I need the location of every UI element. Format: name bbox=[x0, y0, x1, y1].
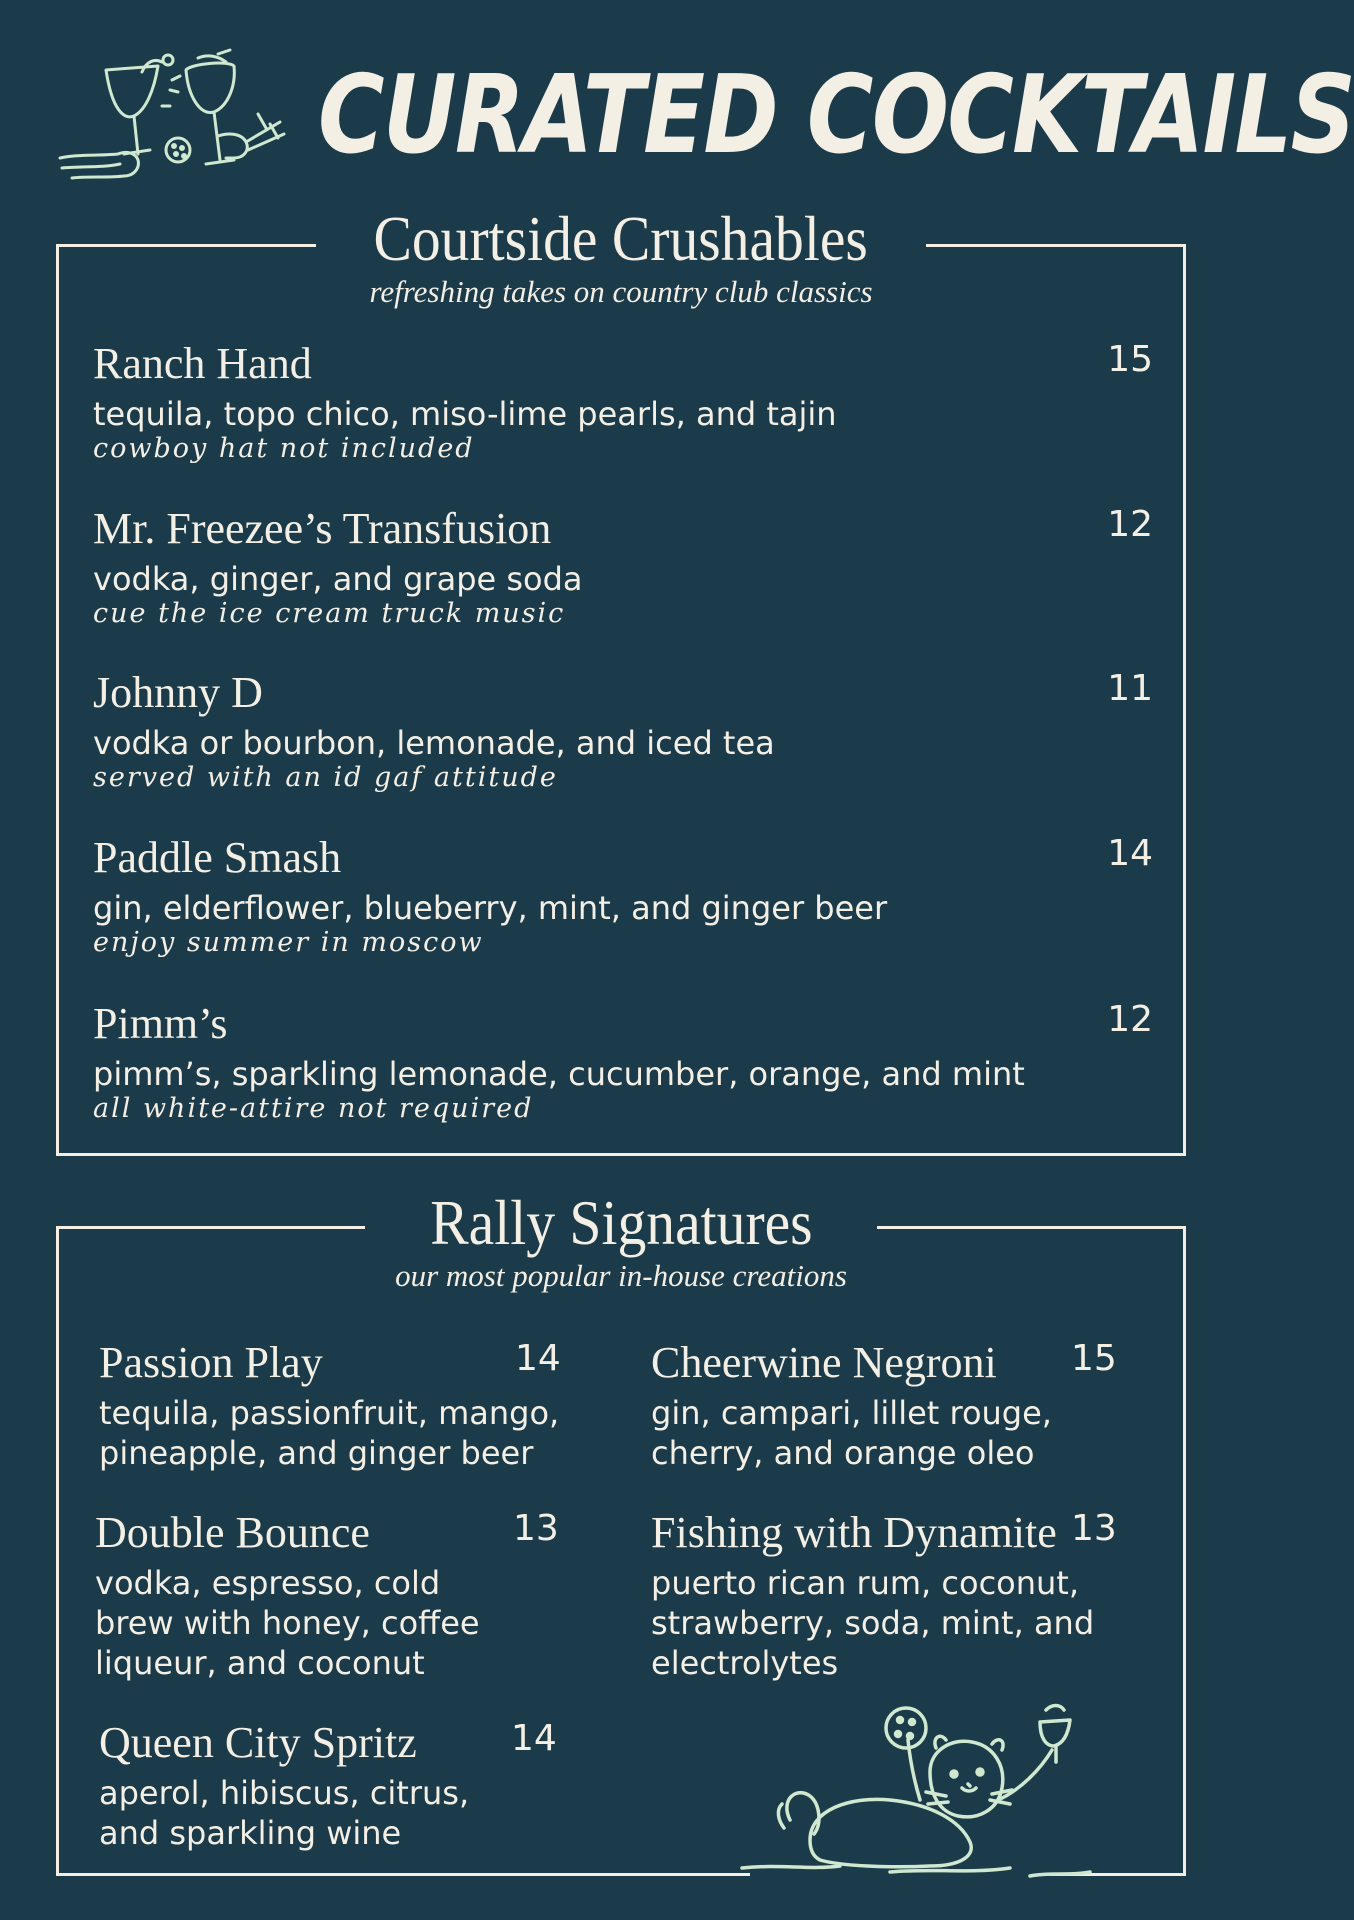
item-description: pimm’s, sparkling lemonade, cucumber, orange, and mint bbox=[93, 1055, 1025, 1093]
menu-item bbox=[93, 833, 1153, 958]
item-name: Johnny D bbox=[93, 668, 263, 717]
menu-item bbox=[99, 1718, 599, 1853]
item-description: gin, elderflower, blueberry, mint, and ginger beer bbox=[93, 889, 888, 927]
item-name: Mr. Freezee’s Transfusion bbox=[93, 504, 552, 553]
item-description: tequila, passionfruit, mango, pineapple, and ginger beer bbox=[99, 1394, 560, 1472]
item-price: 12 bbox=[1107, 504, 1153, 545]
menu-item bbox=[99, 1338, 599, 1473]
item-description: gin, campari, lillet rouge, cherry, and orange oleo bbox=[651, 1394, 1052, 1472]
item-price: 14 bbox=[511, 1718, 557, 1759]
section-heading bbox=[59, 203, 1183, 309]
section-heading bbox=[59, 1187, 1183, 1293]
section-subtitle: our most popular in-house creations bbox=[395, 1258, 847, 1293]
menu-item bbox=[93, 504, 1153, 629]
item-description: tequila, topo chico, miso-lime pearls, and tajin bbox=[93, 395, 837, 433]
item-description: aperol, hibiscus, citrus, and sparkling wine bbox=[99, 1774, 470, 1852]
item-description: vodka or bourbon, lemonade, and iced tea bbox=[93, 724, 775, 762]
section-title: Rally Signatures bbox=[429, 1187, 813, 1258]
item-price: 15 bbox=[1107, 339, 1153, 380]
section-title: Courtside Crushables bbox=[373, 203, 869, 274]
menu-header bbox=[0, 0, 1354, 200]
item-note: cowboy hat not included bbox=[93, 433, 475, 464]
item-name: Pimm’s bbox=[93, 999, 228, 1048]
item-name: Passion Play bbox=[99, 1338, 323, 1387]
item-price: 12 bbox=[1107, 999, 1153, 1040]
item-note: cue the ice cream truck music bbox=[93, 598, 566, 629]
item-description: vodka, espresso, cold brew with honey, coffee liqueur, and coconut bbox=[95, 1564, 480, 1682]
menu-item bbox=[93, 999, 1153, 1124]
item-name: Cheerwine Negroni bbox=[651, 1338, 997, 1387]
cocktail-toast-icon bbox=[58, 50, 298, 200]
item-name: Queen City Spritz bbox=[99, 1718, 417, 1767]
item-price: 14 bbox=[515, 1338, 561, 1379]
item-description: puerto rican rum, coconut, strawberry, soda, mint, and electrolytes bbox=[651, 1564, 1095, 1682]
item-name: Paddle Smash bbox=[93, 833, 342, 882]
section-subtitle: refreshing takes on country club classics bbox=[369, 274, 873, 309]
item-name: Double Bounce bbox=[95, 1508, 370, 1557]
menu-title: CURATED COCKTAILS bbox=[318, 53, 1354, 178]
menu-item bbox=[93, 339, 1153, 464]
otter-with-pickleball-icon bbox=[740, 1700, 1160, 1900]
item-note: all white-attire not required bbox=[93, 1093, 534, 1124]
item-note: served with an id gaf attitude bbox=[93, 762, 558, 793]
item-price: 14 bbox=[1107, 833, 1153, 874]
menu-item bbox=[651, 1338, 1151, 1473]
item-price: 15 bbox=[1071, 1338, 1117, 1379]
item-note: enjoy summer in moscow bbox=[93, 927, 484, 958]
item-description: vodka, ginger, and grape soda bbox=[93, 560, 583, 598]
menu-item bbox=[651, 1508, 1161, 1683]
menu-item bbox=[95, 1508, 595, 1683]
menu-item bbox=[93, 668, 1153, 793]
item-price: 13 bbox=[513, 1508, 559, 1549]
item-name: Ranch Hand bbox=[93, 339, 312, 388]
section-courtside-crushables bbox=[56, 203, 1186, 1156]
item-name: Fishing with Dynamite bbox=[651, 1508, 1057, 1557]
item-price: 13 bbox=[1071, 1508, 1117, 1549]
item-price: 11 bbox=[1107, 668, 1153, 709]
